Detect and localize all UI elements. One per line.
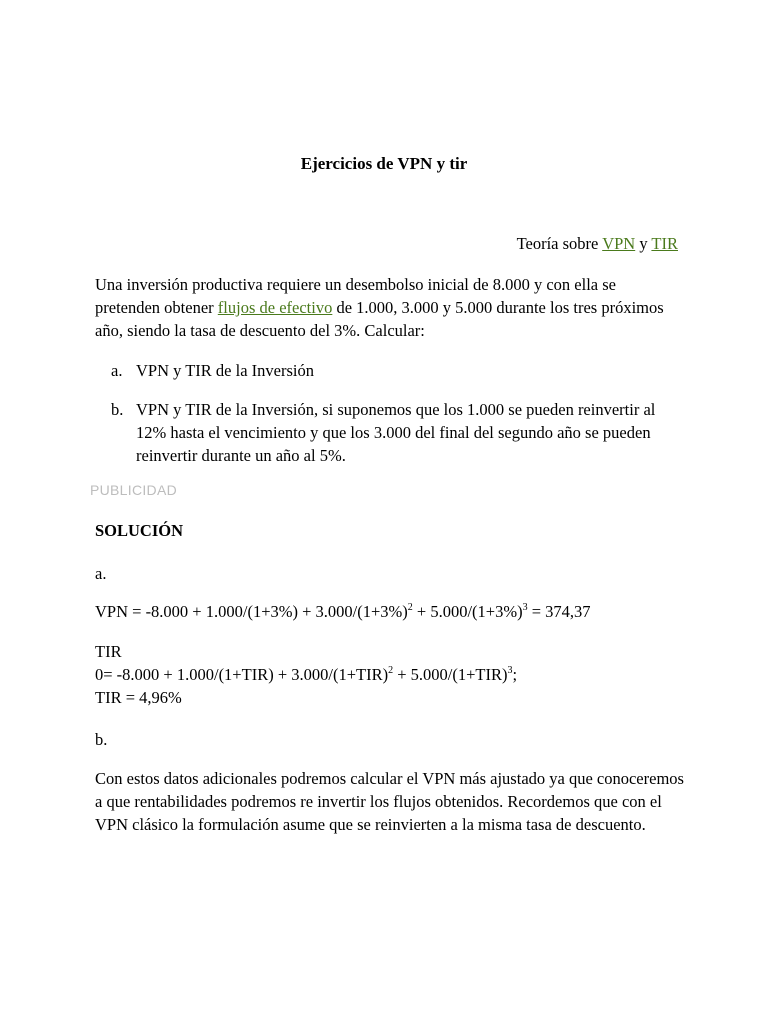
solution-label-a: a. bbox=[95, 564, 107, 583]
vpn-eq-part3: = 374,37 bbox=[527, 602, 591, 621]
vpn-exponent-3: 3 bbox=[522, 602, 528, 613]
question-item-a bbox=[95, 359, 685, 382]
question-list-a bbox=[95, 359, 685, 382]
list-marker: b. bbox=[111, 400, 124, 419]
theory-links bbox=[517, 234, 678, 254]
page-title: Ejercicios de VPN y tir bbox=[300, 154, 468, 173]
ad-label: PUBLICIDAD bbox=[90, 482, 178, 498]
list-marker: a. bbox=[111, 361, 123, 380]
question-text: VPN y TIR de la Inversión bbox=[136, 361, 314, 380]
vpn-eq-part2: + 5.000/(1+3%) bbox=[412, 602, 523, 621]
tir-label: TIR bbox=[95, 642, 122, 661]
vpn-exponent-2: 2 bbox=[407, 602, 413, 613]
cash-flow-link[interactable]: flujos de efectivo bbox=[217, 298, 333, 317]
vpn-eq-part1: VPN = -8.000 + 1.000/(1+3%) + 3.000/(1+3%) bbox=[95, 602, 408, 621]
intro-text-start: Una inversión productiva requiere un desembolso inicial de 8.000 y con ella se pretenden obtener bbox=[95, 275, 616, 317]
vpn-equation bbox=[95, 600, 591, 623]
tir-exponent-3: 3 bbox=[507, 665, 513, 676]
solution-label-b: b. bbox=[95, 730, 108, 749]
tir-eq-part2: + 5.000/(1+TIR) bbox=[393, 665, 508, 684]
tir-eq-part3: ; bbox=[512, 665, 518, 684]
tir-equation bbox=[95, 663, 517, 686]
tir-link[interactable]: TIR bbox=[651, 234, 678, 253]
conclusion-paragraph: Con estos datos adicionales podremos calcular el VPN más ajustado ya que conoceremos a que rentabilidades podremos re invertir los flujos obtenidos. Recordemos que con el VPN clásico la formulación asume que se reinvierten a la misma tasa de descuento. bbox=[95, 769, 684, 834]
question-list-b bbox=[95, 398, 685, 467]
tir-eq-part1: 0= -8.000 + 1.000/(1+TIR) + 3.000/(1+TIR) bbox=[95, 665, 389, 684]
question-text: VPN y TIR de la Inversión, si suponemos que los 1.000 se pueden reinvertir al 12% hasta el vencimiento y que los 3.000 del final del segundo año se pueden reinvertir durante un año al 5%. bbox=[136, 400, 656, 465]
intro-text-end: de 1.000, 3.000 y 5.000 durante los tres próximos año, siendo la tasa de descuento del 3%. Calcular: bbox=[95, 298, 664, 340]
theory-conjunction: y bbox=[635, 234, 652, 253]
question-item-b bbox=[95, 398, 685, 467]
theory-prefix: Teoría sobre bbox=[516, 234, 603, 253]
solution-heading: SOLUCIÓN bbox=[95, 521, 184, 540]
tir-result: TIR = 4,96% bbox=[95, 688, 182, 707]
problem-statement bbox=[95, 273, 685, 342]
tir-exponent-2: 2 bbox=[388, 665, 394, 676]
vpn-link[interactable]: VPN bbox=[602, 234, 636, 253]
